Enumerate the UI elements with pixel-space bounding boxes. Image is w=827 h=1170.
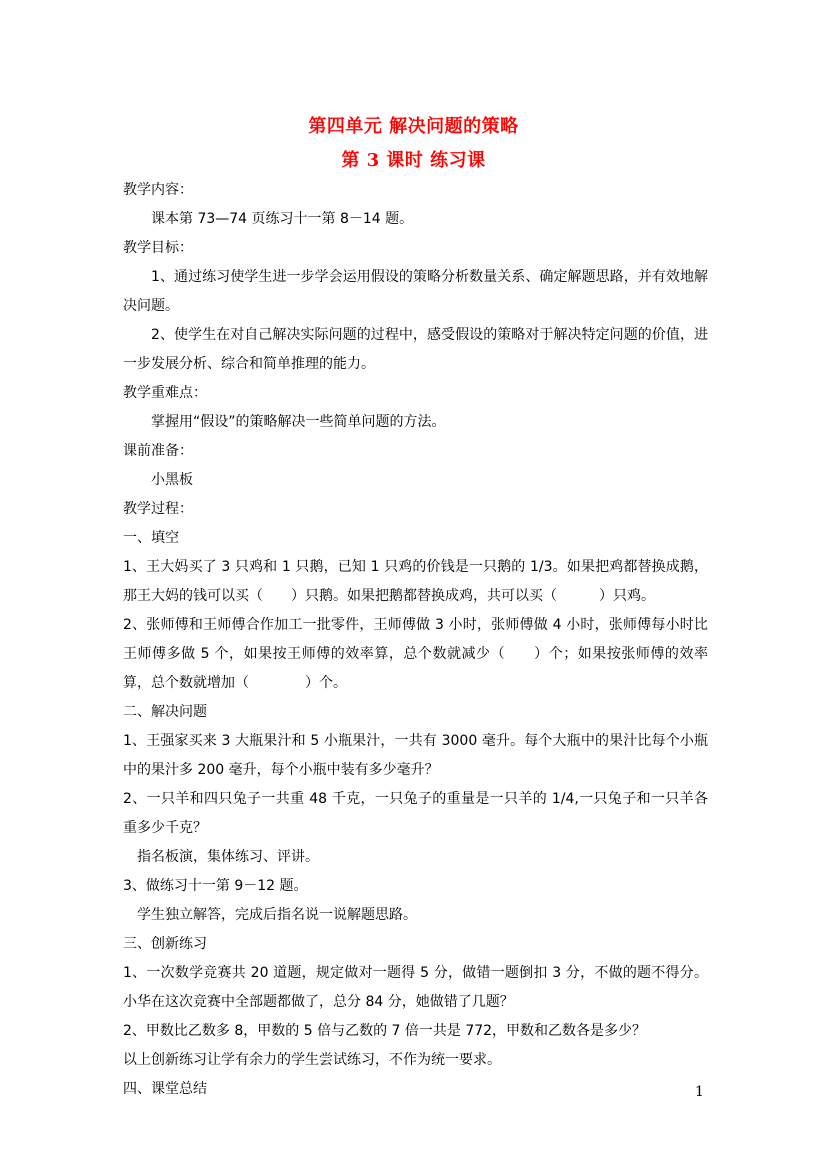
part-heading-fill-blanks: 一、填空 — [123, 530, 179, 546]
section-heading-content: 教学内容： — [123, 182, 193, 198]
innovation-question-1: 1、一次数学竞赛共 20 道题，规定做对一题得 5 分，做错一题倒扣 3 分，不做的题不得分。小华在这次竞赛中全部题都做了，总分 84 分，她做错了几题？ — [123, 965, 708, 1010]
section-heading-keypoints: 教学重难点： — [123, 385, 207, 401]
solve-note-1: 指名板演，集体练习、评讲。 — [137, 849, 319, 865]
innovation-note: 以上创新练习让学有余力的学生尝试练习，不作为统一要求。 — [123, 1052, 501, 1068]
section-heading-preparation: 课前准备： — [123, 443, 193, 459]
goal-item-1: 1、通过练习使学生进一步学会运用假设的策略分析数量关系、确定解题思路，并有效地解决问题。 — [123, 269, 708, 314]
section-heading-goals: 教学目标： — [123, 240, 193, 256]
solve-question-3: 3、做练习十一第 9－12 题。 — [123, 878, 308, 894]
document-body — [123, 176, 708, 1104]
goal-item-2: 2、使学生在对自己解决实际问题的过程中，感受假设的策略对于解决特定问题的价值，进一步发展分析、综合和简单推理的能力。 — [123, 327, 708, 372]
fill-question-1: 1、王大妈买了 3 只鸡和 1 只鹅，已知 1 只鸡的价钱是一只鹅的 1/3。如果把鸡都替换成鹅，那王大妈的钱可以买（ ）只鹅。如果把鹅都替换成鸡，共可以买（ ）只鸡。 — [123, 559, 708, 604]
solve-note-2: 学生独立解答，完成后指名说一说解题思路。 — [137, 907, 417, 923]
solve-question-1: 1、王强家买来 3 大瓶果汁和 5 小瓶果汁，一共有 3000 毫升。每个大瓶中的果汁比每个小瓶中的果汁多 200 毫升，每个小瓶中装有多少毫升？ — [123, 733, 708, 778]
part-heading-innovation: 三、创新练习 — [123, 936, 207, 952]
innovation-question-2: 2、甲数比乙数多 8，甲数的 5 倍与乙数的 7 倍一共是 772，甲数和乙数各是多少？ — [123, 1023, 647, 1039]
content-text: 课本第 73—74 页练习十一第 8－14 题。 — [151, 211, 414, 227]
solve-question-2: 2、一只羊和四只兔子一共重 48 千克，一只兔子的重量是一只羊的 1/4,一只兔子和一只羊各重多少千克？ — [123, 791, 708, 836]
preparation-text: 小黑板 — [151, 472, 193, 488]
section-heading-process: 教学过程： — [123, 501, 193, 517]
fill-question-2: 2、张师傅和王师傅合作加工一批零件，王师傅做 3 小时，张师傅做 4 小时，张师傅每小时比王师傅多做 5 个，如果按王师傅的效率算，总个数就减少（ ）个；如果按张师傅的效率算，总个数就增加（ ）个。 — [123, 617, 708, 691]
lesson-title: 第 3 课时 练习课 — [341, 150, 486, 171]
part-heading-solve: 二、解决问题 — [123, 704, 207, 720]
unit-title: 第四单元 解决问题的策略 — [308, 116, 519, 137]
part-heading-summary: 四、课堂总结 — [123, 1081, 207, 1097]
keypoints-text: 掌握用“假设”的策略解决一些简单问题的方法。 — [151, 414, 446, 430]
page-number: 1 — [695, 1084, 704, 1100]
